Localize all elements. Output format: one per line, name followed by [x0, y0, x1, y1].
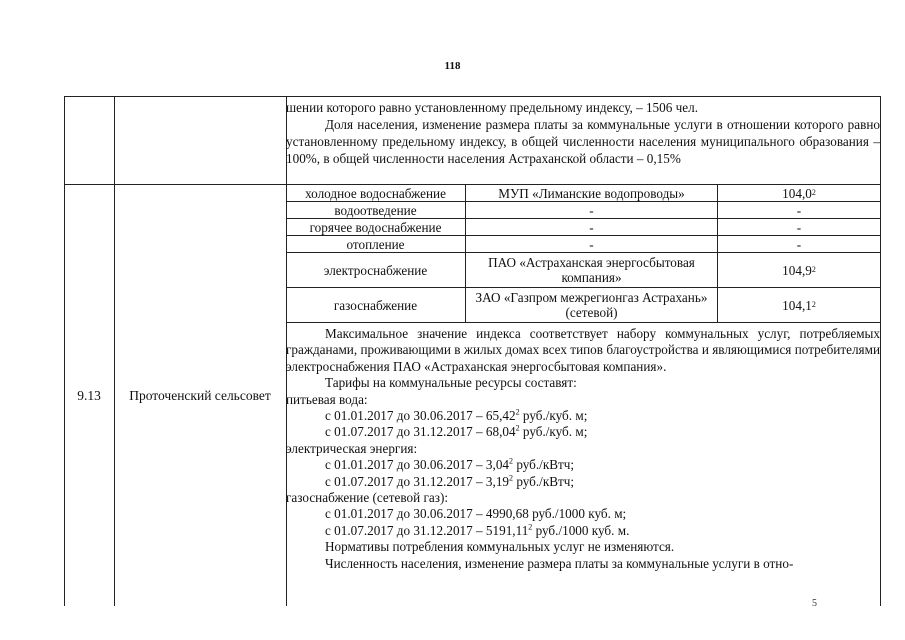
page-corner-mark: 5 — [812, 598, 817, 609]
service-name: горячее водоснабжение — [309, 219, 442, 235]
provider-name: ПАО «Астраханская энергосбытовая компания» — [488, 255, 695, 285]
tariff-line — [286, 424, 880, 440]
column-divider — [114, 96, 115, 606]
tariff-value: с 01.07.2017 до 31.12.2017 – 68,04 — [325, 424, 516, 440]
service-name: электроснабжение — [323, 262, 428, 278]
tariff-footnote: 2 — [528, 522, 533, 532]
gas-label: газоснабжение (сетевой газ): — [286, 490, 449, 506]
max-index-paragraph: Максимальное значение индекса соответствует набору коммунальных услуг, потребляемых гражданами, проживающими в жилых домах всех типов благоустройства и являющимися потребителями электроснабжения ПАО «Астраханская энергосбытовая компания». — [286, 326, 880, 374]
tariff-unit: руб./кВтч; — [513, 457, 575, 473]
tariff-value: с 01.07.2017 до 31.12.2017 – 3,19 — [325, 473, 510, 489]
tariff-footnote: 2 — [515, 407, 520, 417]
table-top-border — [64, 96, 881, 97]
row-number: 9.13 — [77, 388, 101, 403]
previous-row-paragraph: Доля населения, изменение размера платы за коммунальные услуги в отношении которого равно установленному предельному индексу, в общей численности населения муниципального образования – 100%, в общей численности населения Астраханской области – 0,15% — [286, 117, 880, 166]
municipality-name: Проточенский сельсовет — [129, 388, 271, 403]
norms-sentence: Нормативы потребления коммунальных услуг не изменяются. — [325, 539, 675, 555]
previous-row-text — [286, 99, 880, 167]
service-name: отопление — [346, 236, 405, 252]
tariff-line: с 01.01.2017 до 30.06.2017 – 4990,68 руб./1000 куб. м; — [325, 506, 627, 522]
table — [64, 96, 884, 606]
provider-name: - — [589, 219, 594, 235]
provider-name: ЗАО «Газпром межрегионгаз Астрахань» (сетевой) — [475, 290, 708, 320]
index-value: 104,9 2 — [782, 262, 816, 278]
previous-row-line: шении которого равно установленному предельному индексу, – 1506 чел. — [286, 100, 699, 115]
index-value: 104,1 2 — [782, 297, 816, 313]
tariff-unit: руб./кВтч; — [513, 473, 575, 489]
tariff-value: с 01.01.2017 до 30.06.2017 – 65,42 — [325, 408, 516, 424]
tariff-footnote: 2 — [515, 424, 520, 434]
subrow-divider — [286, 322, 881, 323]
continued-sentence: Численность населения, изменение размера платы за коммунальные услуги в отно- — [325, 555, 794, 571]
electric-label: электрическая энергия: — [286, 440, 418, 456]
tariff-unit: руб./куб. м; — [519, 424, 588, 440]
description-text — [286, 326, 880, 572]
tariff-value: с 01.01.2017 до 30.06.2017 – 3,04 — [325, 457, 510, 473]
table-left-border — [64, 96, 65, 606]
tariff-line — [286, 408, 880, 424]
tariff-line — [286, 523, 880, 539]
table-right-border — [880, 96, 881, 606]
index-value: - — [796, 236, 802, 252]
index-value: 104,0 2 — [782, 185, 816, 201]
tariff-footnote: 2 — [509, 456, 514, 466]
tariff-line — [286, 474, 880, 490]
index-value: - — [796, 219, 802, 235]
water-label: питьевая вода: — [286, 391, 368, 407]
tariff-unit: руб./куб. м; — [519, 408, 588, 424]
tariff-footnote: 2 — [509, 473, 514, 483]
service-name: водоотведение — [334, 202, 417, 218]
provider-name: МУП «Лиманские водопроводы» — [498, 185, 685, 201]
index-number: 104,9 — [782, 262, 812, 278]
tariff-line — [286, 457, 880, 473]
service-name: газоснабжение — [333, 297, 418, 313]
index-number: 104,0 — [782, 185, 812, 201]
index-value: - — [796, 202, 802, 218]
tariff-unit: руб./1000 куб. м. — [532, 522, 630, 538]
tariff-value: с 01.07.2017 до 31.12.2017 – 5191,11 — [325, 522, 529, 538]
provider-name: - — [589, 202, 594, 218]
page-number: 118 — [444, 60, 461, 72]
provider-name: - — [589, 236, 594, 252]
index-number: 104,1 — [782, 297, 812, 313]
tariffs-intro: Тарифы на коммунальные ресурсы составят: — [325, 375, 577, 391]
service-name: холодное водоснабжение — [305, 185, 446, 201]
